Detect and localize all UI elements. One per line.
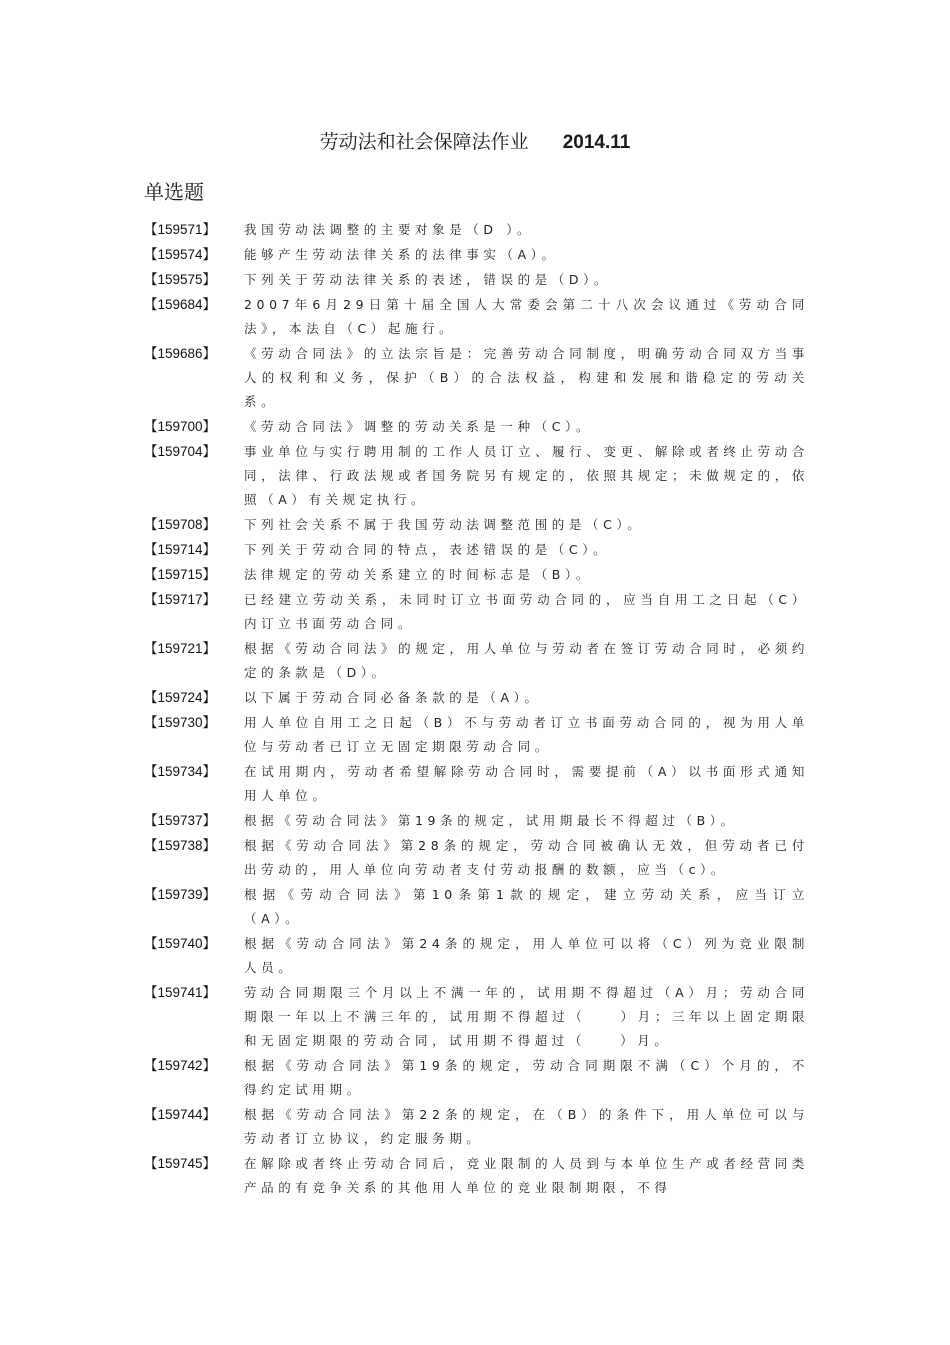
question-item [144,760,814,808]
question-id: 【159704】 [144,444,217,459]
question-item [144,588,814,636]
question-item [144,440,814,512]
question-text: 根据《劳动合同法》第19条的规定，试用期最长不得超过（B）。 [244,813,738,828]
question-text: 根据《劳动合同法》的规定，用人单位与劳动者在签订劳动合同时，必须约定的条款是（D）。 [244,641,809,680]
document-date: 2014.11 [562,132,631,153]
question-text: 下列社会关系不属于我国劳动法调整范围的是（C）。 [244,517,645,532]
question-id: 【159717】 [144,592,217,607]
question-id: 【159744】 [144,1107,217,1122]
question-text: 法律规定的劳动关系建立的时间标志是（B）。 [244,567,593,582]
question-item [144,981,814,1053]
question-item [144,415,814,439]
question-item [144,686,814,710]
document-title-text: 劳动法和社会保障法作业 [319,131,529,153]
question-id: 【159740】 [144,936,217,951]
question-text: 在解除或者终止劳动合同后，竞业限制的人员到与本单位生产或者经营同类产品的有竞争关系的其他用人单位的竞业限制期限，不得 [244,1156,809,1195]
question-text: 以下属于劳动合同必备条款的是（A）。 [244,690,542,705]
question-id: 【159575】 [144,272,217,287]
question-text: 在试用期内，劳动者希望解除劳动合同时，需要提前（A）以书面形式通知用人单位。 [244,764,809,803]
question-text: 我国劳动法调整的主要对象是（D ）。 [244,222,535,237]
section-heading: 单选题 [144,180,204,204]
question-id: 【159686】 [144,346,217,361]
question-text: 能够产生劳动法律关系的法律事实（A）。 [244,247,559,262]
question-list [144,218,814,1201]
question-id: 【159721】 [144,641,217,656]
question-id: 【159571】 [144,222,217,237]
question-text: 《劳动合同法》调整的劳动关系是一种（C）。 [244,419,594,434]
question-item [144,932,814,980]
question-id: 【159739】 [144,887,217,902]
question-text: 《劳动合同法》的立法宗旨是：完善劳动合同制度，明确劳动合同双方当事人的权利和义务，保护（B）的合法权益，构建和发展和谐稳定的劳动关系。 [244,346,809,409]
question-text: 2007年6月29日第十届全国人大常委会第二十八次会议通过《劳动合同法》，本法自（C）起施行。 [244,297,809,336]
question-id: 【159724】 [144,690,217,705]
question-id: 【159738】 [144,838,217,853]
question-text: 下列关于劳动合同的特点，表述错误的是（C）。 [244,542,611,557]
question-text: 已经建立劳动关系，未同时订立书面劳动合同的，应当自用工之日起（C）内订立书面劳动合同。 [244,592,809,631]
question-id: 【159730】 [144,715,217,730]
question-text: 用人单位自用工之日起（B）不与劳动者订立书面劳动合同的，视为用人单位与劳动者已订立无固定期限劳动合同。 [244,715,809,754]
question-id: 【159745】 [144,1156,217,1171]
question-text: 事业单位与实行聘用制的工作人员订立、履行、变更、解除或者终止劳动合同，法律、行政法规或者国务院另有规定的，依照其规定；未做规定的，依照（A）有关规定执行。 [244,444,809,507]
question-item [144,883,814,931]
question-text: 下列关于劳动法律关系的表述，错误的是（D）。 [244,272,612,287]
question-item [144,268,814,292]
question-text: 根据《劳动合同法》第19条的规定，劳动合同期限不满（C）个月的，不得约定试用期。 [244,1058,809,1097]
question-text: 根据《劳动合同法》第10条第1款的规定，建立劳动关系，应当订立（A）。 [244,887,809,926]
question-id: 【159574】 [144,247,217,262]
question-item [144,342,814,414]
question-item [144,563,814,587]
question-id: 【159700】 [144,419,217,434]
question-id: 【159708】 [144,517,217,532]
question-item [144,513,814,537]
question-id: 【159734】 [144,764,217,779]
question-text: 根据《劳动合同法》第22条的规定，在（B）的条件下，用人单位可以与劳动者订立协议，约定服务期。 [244,1107,809,1146]
question-item [144,218,814,242]
question-item [144,834,814,882]
question-item [144,1103,814,1151]
question-item [144,243,814,267]
question-item [144,809,814,833]
question-item [144,538,814,562]
question-id: 【159737】 [144,813,217,828]
question-id: 【159741】 [144,985,217,1000]
question-item [144,711,814,759]
question-id: 【159715】 [144,567,217,582]
question-item [144,1152,814,1200]
question-item [144,293,814,341]
question-item [144,1054,814,1102]
question-item [144,637,814,685]
question-id: 【159742】 [144,1058,217,1073]
question-text: 劳动合同期限三个月以上不满一年的，试用期不得超过（A）月；劳动合同期限一年以上不满三年的，试用期不得超过（ ）月；三年以上固定期限和无固定期限的劳动合同，试用期不得超过（ ）月。 [244,985,809,1048]
question-id: 【159714】 [144,542,217,557]
document-title [0,128,950,157]
question-id: 【159684】 [144,297,217,312]
question-text: 根据《劳动合同法》第28条的规定，劳动合同被确认无效，但劳动者已付出劳动的，用人单位向劳动者支付劳动报酬的数额，应当（c）。 [244,838,809,877]
question-text: 根据《劳动合同法》第24条的规定，用人单位可以将（C）列为竞业限制人员。 [244,936,809,975]
